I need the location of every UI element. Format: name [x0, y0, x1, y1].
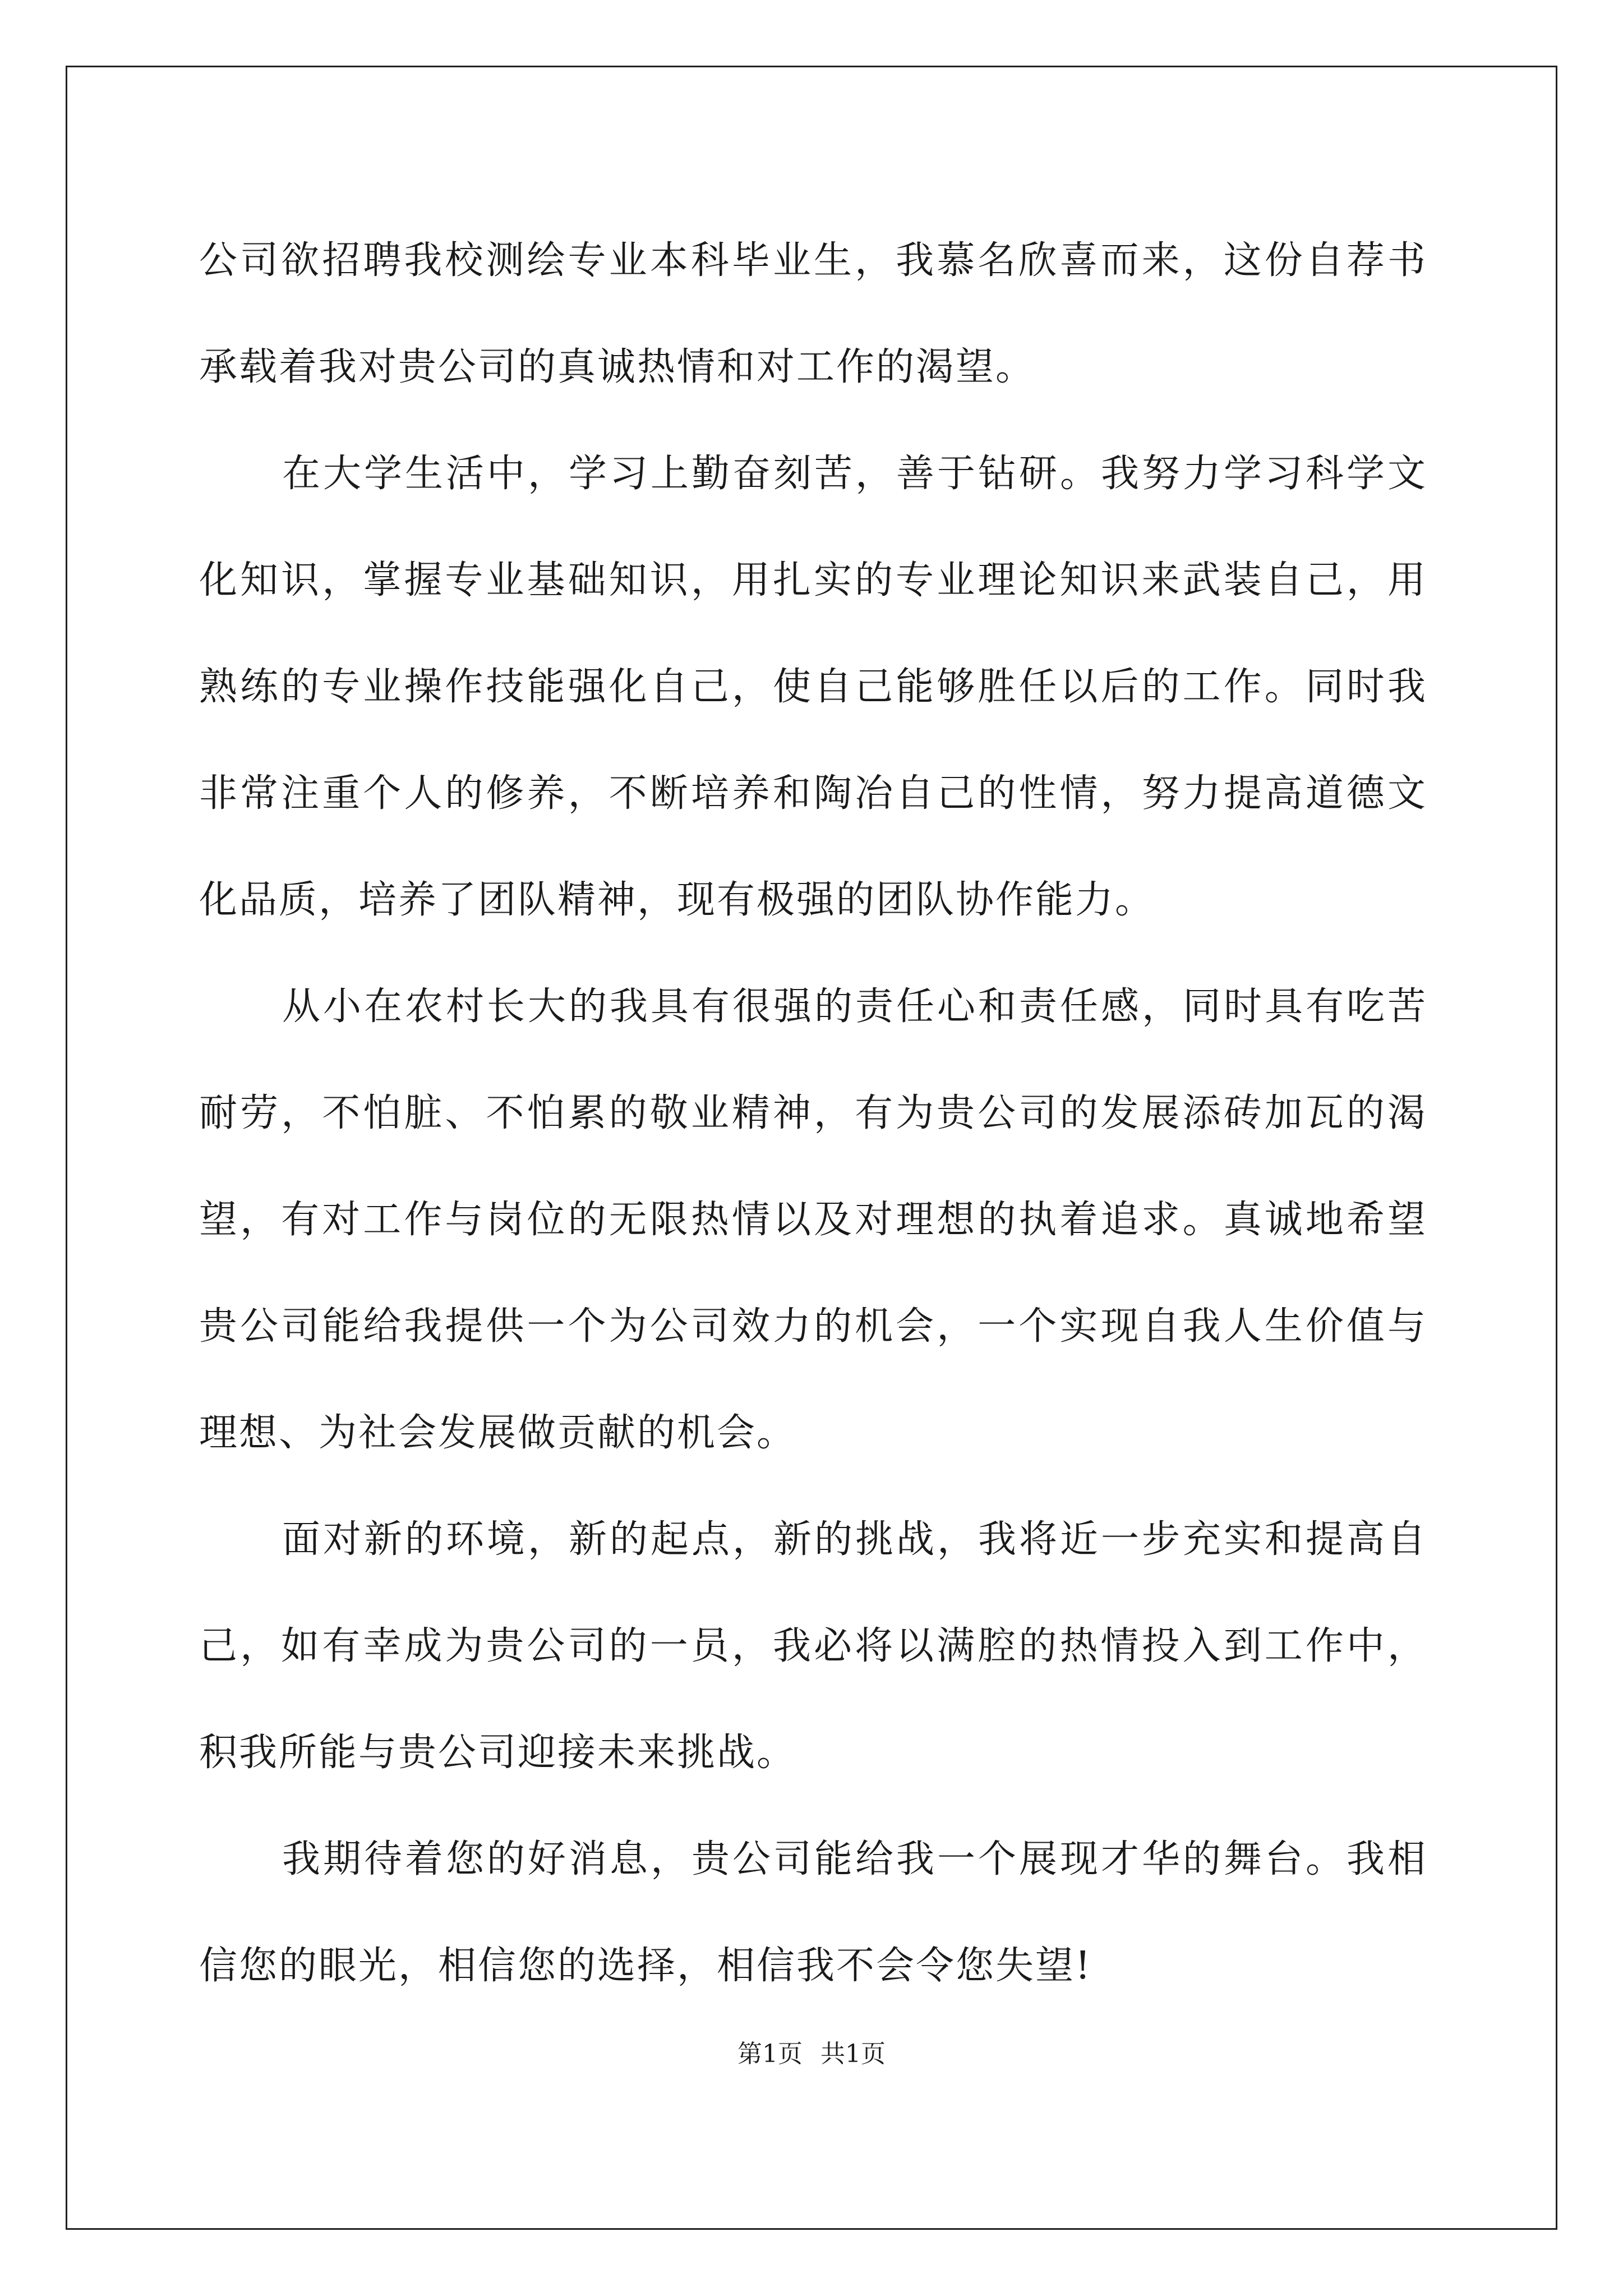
paragraph-3: 从小在农村长大的我具有很强的责任心和责任感，同时具有吃苦耐劳，不怕脏、不怕累的敬业精神，有为贵公司的发展添砖加瓦的渴望，有对工作与岗位的无限热情以及对理想的执着追求。真诚地希望贵公司能给我提供一个为公司效力的机会，一个实现自我人生价值与理想、为社会发展做贡献的机会。	[199, 984, 1427, 1455]
paragraph-4: 面对新的环境，新的起点，新的挑战，我将近一步充实和提高自己，如有幸成为贵公司的一员，我必将以满腔的热情投入到工作中，积我所能与贵公司迎接未来挑战。	[199, 1517, 1427, 1775]
page-number-footer: 第1页 共1页	[737, 2040, 886, 2068]
paragraph-2: 在大学生活中，学习上勤奋刻苦，善于钻研。我努力学习科学文化知识，掌握专业基础知识，用扎实的专业理论知识来武装自己，用熟练的专业操作技能强化自己，使自己能够胜任以后的工作。同时我非常注重个人的修养，不断培养和陶冶自己的性情，努力提高道德文化品质，培养了团队精神，现有极强的团队协作能力。	[199, 452, 1427, 922]
paragraph-1: 公司欲招聘我校测绘专业本科毕业生，我慕名欣喜而来，这份自荐书承载着我对贵公司的真诚热情和对工作的渴望。	[199, 238, 1427, 389]
paragraph-5: 我期待着您的好消息，贵公司能给我一个展现才华的舞台。我相信您的眼光，相信您的选择，相信我不会令您失望!	[199, 1837, 1427, 1988]
document-body	[199, 208, 1427, 2019]
